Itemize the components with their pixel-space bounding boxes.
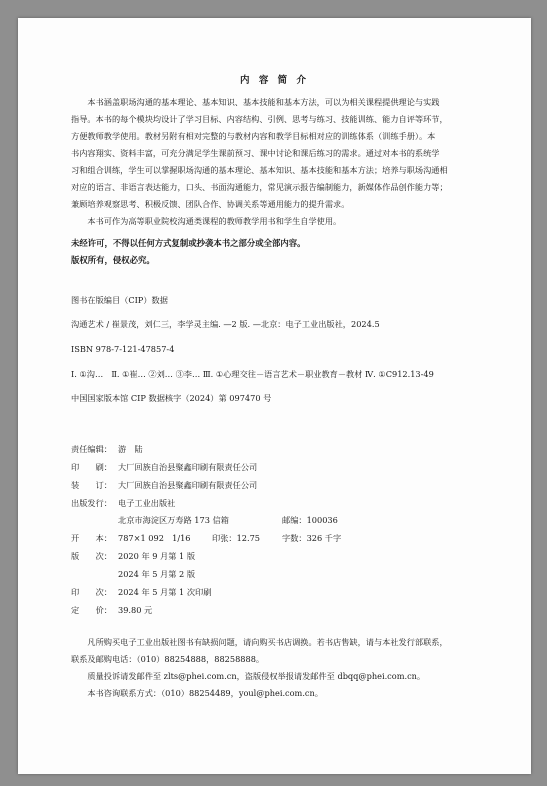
postcode-row xyxy=(282,515,338,526)
binder-label: 装 订： xyxy=(71,480,112,490)
intro-line: 兼顾培养观察思考、积极反馈、团队合作、协调关系等通用能力的提升需求。 xyxy=(71,199,350,209)
intro-line: 方便教师教学使用。教材另附有相对完整的与教材内容和教学目标相对应的训练体系（训练手册）。本 xyxy=(71,131,436,141)
copyright-rights: 版权所有，侵权必究。 xyxy=(71,255,155,265)
edition-first: 2020 年 9 月第 1 版 xyxy=(118,551,196,561)
price-value: 39.80 元 xyxy=(118,605,153,615)
postcode-value: 100036 xyxy=(306,515,338,525)
intro-line: 指导。本书的每个模块均设计了学习目标、内容结构、引例、思考与练习、技能训练、能力自评等环节， xyxy=(71,114,448,124)
sheets-label: 印张： xyxy=(212,533,237,543)
impression-value: 2024 年 5 月第 1 次印刷 xyxy=(118,587,212,597)
editor-label: 责任编辑： xyxy=(71,444,112,454)
printer-value: 大厂回族自治县聚鑫印刷有限责任公司 xyxy=(118,462,258,472)
intro-line: 书内容翔实、资料丰富，可充分满足学生课前预习、课中讨论和课后练习的需求。通过对本书的系统学 xyxy=(71,148,440,158)
intro-line: 本书涵盖职场沟通的基本理论、基本知识、基本技能和基本方法，可以为相关课程提供理论与实践 xyxy=(71,97,440,107)
intro-usage-line: 本书可作为高等职业院校沟通类课程的教师教学用书和学生自学使用。 xyxy=(71,216,342,226)
price-label: 定 价： xyxy=(71,605,112,615)
book-page xyxy=(18,18,531,774)
format-value: 787×1 092 1/16 xyxy=(118,533,191,543)
edition-second: 2024 年 5 月第 2 版 xyxy=(118,569,196,579)
cip-heading: 图书在版编目（CIP）数据 xyxy=(71,295,168,305)
edition-label: 版 次： xyxy=(71,551,112,561)
price-row xyxy=(71,605,152,616)
intro-line: 对应的语言、非语言表达能力，口头、书面沟通能力，常见演示报告编制能力，新媒体作品创作能力等； xyxy=(71,182,448,192)
binder-value: 大厂回族自治县聚鑫印刷有限责任公司 xyxy=(118,480,258,490)
isbn: ISBN 978-7-121-47857-4 xyxy=(71,344,175,354)
cip-number: 中国国家版本馆 CIP 数据核字（2024）第 097470 号 xyxy=(71,393,272,403)
words-label: 字数： xyxy=(282,533,307,543)
sheets-row xyxy=(212,533,260,544)
editor-row xyxy=(71,444,143,455)
consult-contact-line: 本书咨询联系方式：（010）88254489，youl@phei.com.cn。 xyxy=(71,688,323,698)
quality-complaint-line: 质量投诉请发邮件至 zlts@phei.com.cn，盗版侵权举报请发邮件至 dbqq@phei.com.cn。 xyxy=(71,671,426,681)
copyright-warning: 未经许可，不得以任何方式复制或抄袭本书之部分或全部内容。 xyxy=(71,238,306,248)
printer-label: 印 刷： xyxy=(71,462,112,472)
binder-row xyxy=(71,480,257,491)
notice-line: 联系及邮购电话：（010）88254888，88258888。 xyxy=(71,654,265,664)
impression-label: 印 次： xyxy=(71,587,112,597)
notice-line: 凡所购买电子工业出版社图书有缺损问题，请向购买书店调换。若书店售缺，请与本社发行部联系， xyxy=(71,637,448,647)
editor-value: 游 陆 xyxy=(118,444,143,454)
printer-row xyxy=(71,462,257,473)
words-value: 326 千字 xyxy=(306,533,342,543)
format-label: 开 本： xyxy=(71,533,112,543)
intro-title: 内 容 简 介 xyxy=(240,75,309,86)
cip-record: 沟通艺术 / 崔景茂，刘仁三，李学灵主编. —2 版. —北京：电子工业出版社，2024.5 xyxy=(71,319,380,329)
purchase-notice xyxy=(71,634,493,702)
publisher-label: 出版发行： xyxy=(71,498,112,508)
intro-line: 习和组合训练，学生可以掌握职场沟通的基本理论、基本知识、基本技能和基本方法；培养与职场沟通相 xyxy=(71,165,448,175)
classification: Ⅰ. ①沟… Ⅱ. ①崔… ②刘… ③李… Ⅲ. ①心理交往－语言艺术－职业教育－教材 Ⅳ. ①C912.13-49 xyxy=(71,369,434,379)
publisher-row xyxy=(71,498,175,509)
publisher-value: 电子工业出版社 xyxy=(118,498,176,508)
impression-row xyxy=(71,587,211,598)
intro-paragraph xyxy=(71,94,493,230)
address-value: 北京市海淀区万寿路 173 信箱 xyxy=(118,515,229,525)
postcode-label: 邮编： xyxy=(282,515,307,525)
words-row xyxy=(282,533,341,544)
edition-row xyxy=(71,551,195,562)
format-row xyxy=(71,533,191,544)
sheets-value: 12.75 xyxy=(236,533,261,543)
